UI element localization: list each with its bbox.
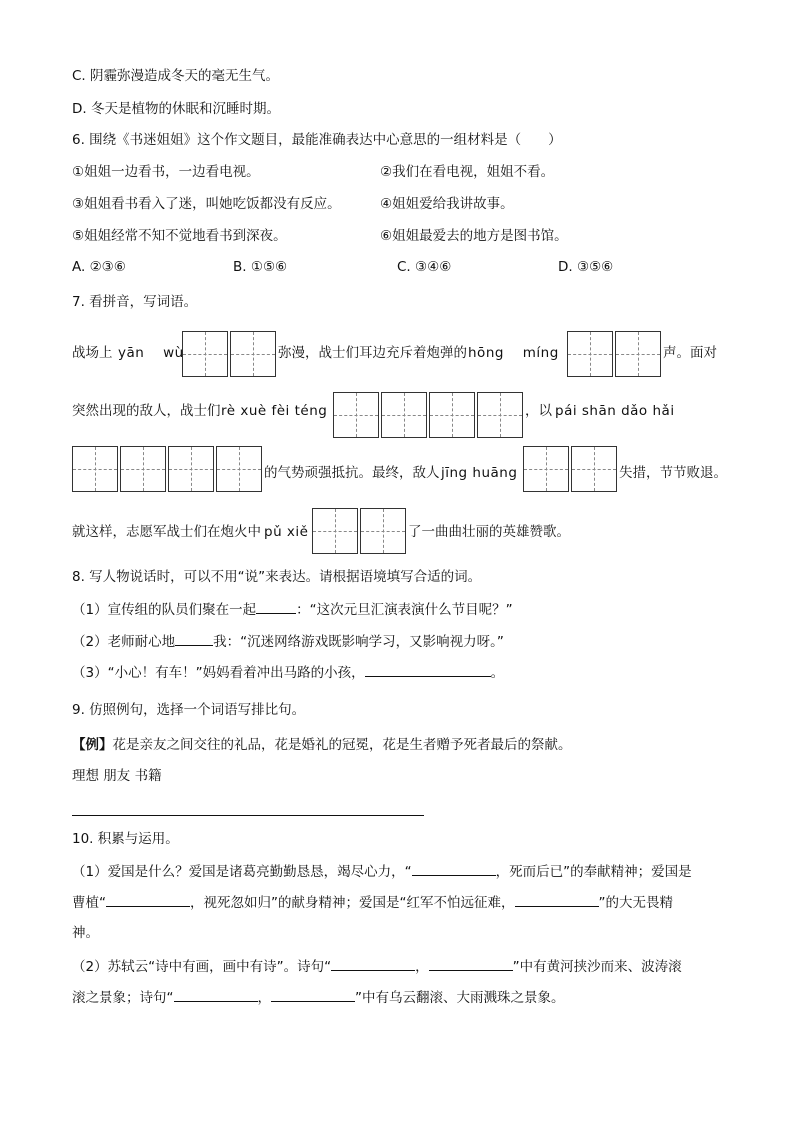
q7-answer-grid-6[interactable] — [312, 508, 408, 554]
q7-text: 就这样，志愿军战士们在炮火中 — [72, 524, 261, 540]
q6-option-a: A. ②③⑥ — [72, 259, 126, 275]
q8-sentence-1 — [72, 599, 513, 620]
char-box[interactable] — [615, 331, 661, 377]
q9-example-tag: 【例】 — [72, 737, 113, 753]
answer-blank[interactable] — [412, 861, 496, 876]
q6-option-d: D. ③⑤⑥ — [558, 259, 614, 275]
q8-text: （2）老师耐心地 — [72, 634, 176, 650]
q8-sentence-2 — [72, 631, 504, 652]
q10-text: ”的大无畏精 — [598, 895, 673, 911]
char-box[interactable] — [72, 446, 118, 492]
answer-blank[interactable] — [175, 631, 213, 646]
q6-option-c: C. ③④⑥ — [397, 259, 452, 275]
q8-sentence-3 — [72, 662, 504, 683]
char-box[interactable] — [477, 392, 523, 438]
q7-pinyin-1: yān wù — [118, 345, 184, 361]
char-box[interactable] — [216, 446, 262, 492]
q10-text: ”中有黄河挟沙而来、波涛滚 — [512, 959, 682, 975]
q9-stem: 9. 仿照例句，选择一个词语写排比句。 — [72, 702, 306, 718]
q6-material-4: ④姐姐爱给我讲故事。 — [380, 196, 514, 212]
char-box[interactable] — [312, 508, 358, 554]
q7-text: 战场上 — [72, 345, 113, 361]
q8-text: （3）“小心！有车！”妈妈看着冲出马路的小孩， — [72, 665, 365, 681]
q7-stem: 7. 看拼音，写词语。 — [72, 294, 198, 310]
q10-stem: 10. 积累与运用。 — [72, 831, 179, 847]
q8-text: ：“这次元旦汇演表演什么节目呢？” — [296, 602, 513, 618]
q6-material-6: ⑥姐姐最爱去的地方是图书馆。 — [380, 228, 568, 244]
q5-option-d: D. 冬天是植物的休眠和沉睡时期。 — [72, 101, 280, 117]
q10-text: 曹植“ — [72, 895, 106, 911]
q7-text: 弥漫，战士们耳边充斥着炮弹的 — [278, 345, 467, 361]
q7-text: 声。面对 — [663, 345, 717, 361]
q7-pinyin-2: hōng míng — [468, 345, 559, 361]
char-box[interactable] — [360, 508, 406, 554]
char-box[interactable] — [381, 392, 427, 438]
answer-blank[interactable] — [429, 956, 513, 971]
q7-pinyin-6: pǔ xiě — [264, 524, 309, 540]
answer-blank[interactable] — [106, 892, 190, 907]
q10-part1-line2 — [72, 892, 673, 913]
q8-text: 。 — [490, 665, 505, 681]
q9-answer-line[interactable] — [72, 815, 424, 816]
q9-example — [72, 735, 572, 755]
q6-material-5: ⑤姐姐经常不知不觉地看书到深夜。 — [72, 228, 287, 244]
q10-part1-line3: 神。 — [72, 925, 99, 941]
q7-answer-grid-1[interactable] — [182, 331, 278, 377]
q6-stem: 6. 围绕《书迷姐姐》这个作文题目，最能准确表达中心意思的一组材料是（ ） — [72, 132, 562, 148]
char-box[interactable] — [230, 331, 276, 377]
q10-text: ，死而后已”的奉献精神；爱国是 — [495, 864, 692, 880]
char-box[interactable] — [571, 446, 617, 492]
q7-pinyin-5: jīng huāng — [441, 465, 518, 481]
q9-word-choices: 理想 朋友 书籍 — [72, 768, 162, 784]
answer-blank[interactable] — [256, 599, 296, 614]
q10-text: （1）爱国是什么？爱国是诸葛亮勤勤恳恳，竭尽心力，“ — [72, 864, 412, 880]
q10-part1-line1 — [72, 861, 692, 882]
q6-material-3: ③姐姐看书看入了迷，叫她吃饭都没有反应。 — [72, 196, 341, 212]
answer-blank[interactable] — [515, 892, 599, 907]
char-box[interactable] — [182, 331, 228, 377]
q9-example-text: 花是亲友之间交往的礼品，花是婚礼的冠冕，花是生者赠予死者最后的祭献。 — [112, 737, 572, 753]
q6-material-1: ①姐姐一边看书，一边看电视。 — [72, 164, 260, 180]
answer-blank[interactable] — [271, 987, 355, 1002]
q7-answer-grid-2[interactable] — [567, 331, 663, 377]
q10-text: （2）苏轼云“诗中有画，画中有诗”。诗句“ — [72, 959, 332, 975]
char-box[interactable] — [120, 446, 166, 492]
char-box[interactable] — [567, 331, 613, 377]
q8-stem: 8. 写人物说话时，可以不用“说”来表达。请根据语境填写合适的词。 — [72, 569, 482, 585]
q7-text: 失措，节节败退。 — [619, 465, 727, 481]
q7-text: 突然出现的敌人，战士们 — [72, 403, 221, 419]
answer-blank[interactable] — [331, 956, 415, 971]
q7-answer-grid-3[interactable] — [333, 392, 525, 438]
q10-text: ， — [257, 990, 271, 1006]
q8-text: 我：“沉迷网络游戏既影响学习，又影响视力呀。” — [213, 634, 504, 650]
char-box[interactable] — [523, 446, 569, 492]
char-box[interactable] — [429, 392, 475, 438]
q7-pinyin-4: pái shān dǎo hǎi — [555, 403, 675, 419]
q8-text: （1）宣传组的队员们聚在一起 — [72, 602, 257, 618]
char-box[interactable] — [333, 392, 379, 438]
q7-pinyin-3: rè xuè fèi téng — [221, 403, 328, 419]
answer-blank[interactable] — [174, 987, 258, 1002]
q10-text: ，视死忽如归”的献身精神；爱国是“红军不怕远征难， — [190, 895, 515, 911]
q6-material-2: ②我们在看电视，姐姐不看。 — [380, 164, 555, 180]
q10-text: ”中有乌云翻滚、大雨溅珠之景象。 — [355, 990, 565, 1006]
answer-blank[interactable] — [365, 662, 491, 677]
q7-text: 的气势顽强抵抗。最终，敌人 — [264, 465, 440, 481]
q7-text: 了一曲曲壮丽的英雄赞歌。 — [408, 524, 570, 540]
q10-part2-line2 — [72, 987, 565, 1008]
q7-answer-grid-4[interactable] — [72, 446, 264, 492]
q7-answer-grid-5[interactable] — [523, 446, 619, 492]
q10-part2-line1 — [72, 956, 682, 977]
q6-option-b: B. ①⑤⑥ — [233, 259, 288, 275]
q10-text: 滚之景象；诗句“ — [72, 990, 174, 1006]
q10-text: ， — [415, 959, 429, 975]
q7-text: ，以 — [525, 403, 552, 419]
q5-option-c: C. 阴霾弥漫造成冬天的毫无生气。 — [72, 68, 280, 84]
char-box[interactable] — [168, 446, 214, 492]
